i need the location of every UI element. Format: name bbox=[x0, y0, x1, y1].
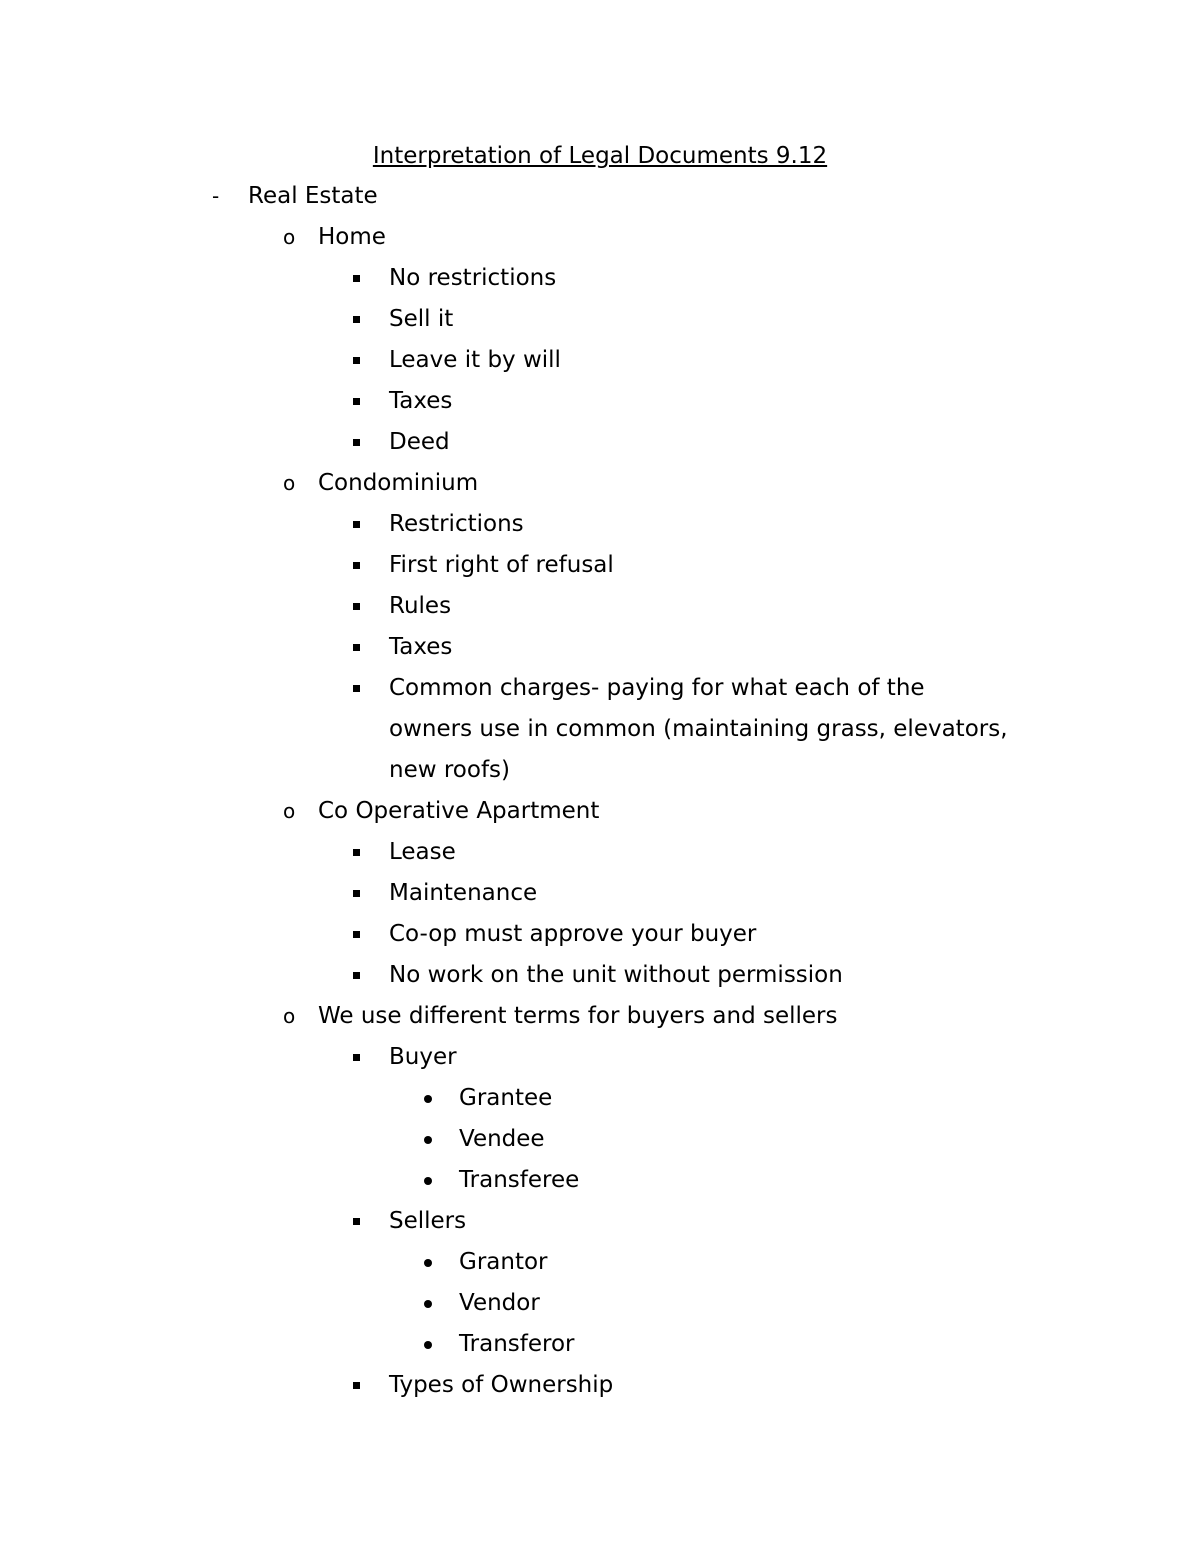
list-item-continuation: new roofs) bbox=[389, 757, 510, 783]
dot-bullet-icon bbox=[424, 1136, 432, 1144]
square-bullet-icon bbox=[353, 562, 360, 569]
list-item-level-3: Deed bbox=[389, 429, 450, 455]
list-item-level-3: Restrictions bbox=[389, 511, 524, 537]
list-item-level-3: Common charges- paying for what each of the bbox=[389, 675, 925, 701]
square-bullet-icon bbox=[353, 521, 360, 528]
square-bullet-icon bbox=[353, 603, 360, 610]
square-bullet-icon bbox=[353, 275, 360, 282]
square-bullet-icon bbox=[353, 1218, 360, 1225]
square-bullet-icon bbox=[353, 931, 360, 938]
list-item-level-3: No work on the unit without permission bbox=[389, 962, 843, 988]
list-item-level-3: Sellers bbox=[389, 1208, 467, 1234]
square-bullet-icon bbox=[353, 1054, 360, 1061]
list-item-level-3: No restrictions bbox=[389, 265, 557, 291]
square-bullet-icon bbox=[353, 357, 360, 364]
list-item-level-4: Grantee bbox=[459, 1085, 553, 1111]
list-item-level-3: Taxes bbox=[389, 634, 453, 660]
square-bullet-icon bbox=[353, 685, 360, 692]
list-item-level-3: Lease bbox=[389, 839, 456, 865]
list-item-level-1: Real Estate bbox=[248, 183, 378, 209]
document-title: Interpretation of Legal Documents 9.12 bbox=[372, 143, 828, 169]
dot-bullet-icon bbox=[424, 1341, 432, 1349]
dot-bullet-icon bbox=[424, 1259, 432, 1267]
list-item-level-4: Vendee bbox=[459, 1126, 545, 1152]
dot-bullet-icon bbox=[424, 1177, 432, 1185]
square-bullet-icon bbox=[353, 890, 360, 897]
square-bullet-icon bbox=[353, 398, 360, 405]
list-item-level-3: Leave it by will bbox=[389, 347, 561, 373]
square-bullet-icon bbox=[353, 644, 360, 651]
list-item-level-3: Co-op must approve your buyer bbox=[389, 921, 757, 947]
circle-bullet-icon: o bbox=[283, 471, 296, 495]
square-bullet-icon bbox=[353, 316, 360, 323]
list-item-level-4: Transferee bbox=[459, 1167, 580, 1193]
circle-bullet-icon: o bbox=[283, 799, 296, 823]
list-item-level-2: Condominium bbox=[318, 470, 479, 496]
square-bullet-icon bbox=[353, 972, 360, 979]
list-item-level-3: First right of refusal bbox=[389, 552, 614, 578]
list-item-level-4: Transferor bbox=[459, 1331, 575, 1357]
dot-bullet-icon bbox=[424, 1095, 432, 1103]
dot-bullet-icon bbox=[424, 1300, 432, 1308]
list-item-continuation: owners use in common (maintaining grass, elevators, bbox=[389, 716, 1008, 742]
list-item-level-3: Maintenance bbox=[389, 880, 538, 906]
list-item-level-4: Grantor bbox=[459, 1249, 548, 1275]
list-item-level-2: Co Operative Apartment bbox=[318, 798, 600, 824]
square-bullet-icon bbox=[353, 1382, 360, 1389]
list-item-level-3: Rules bbox=[389, 593, 452, 619]
list-item-level-2: We use different terms for buyers and sellers bbox=[318, 1003, 838, 1029]
list-item-level-3: Sell it bbox=[389, 306, 454, 332]
square-bullet-icon bbox=[353, 849, 360, 856]
list-item-level-4: Vendor bbox=[459, 1290, 540, 1316]
circle-bullet-icon: o bbox=[283, 225, 296, 249]
list-item-level-3: Buyer bbox=[389, 1044, 457, 1070]
dash-bullet-icon: - bbox=[212, 184, 220, 208]
circle-bullet-icon: o bbox=[283, 1004, 296, 1028]
list-item-level-2: Home bbox=[318, 224, 386, 250]
square-bullet-icon bbox=[353, 439, 360, 446]
list-item-level-3: Types of Ownership bbox=[389, 1372, 614, 1398]
list-item-level-3: Taxes bbox=[389, 388, 453, 414]
